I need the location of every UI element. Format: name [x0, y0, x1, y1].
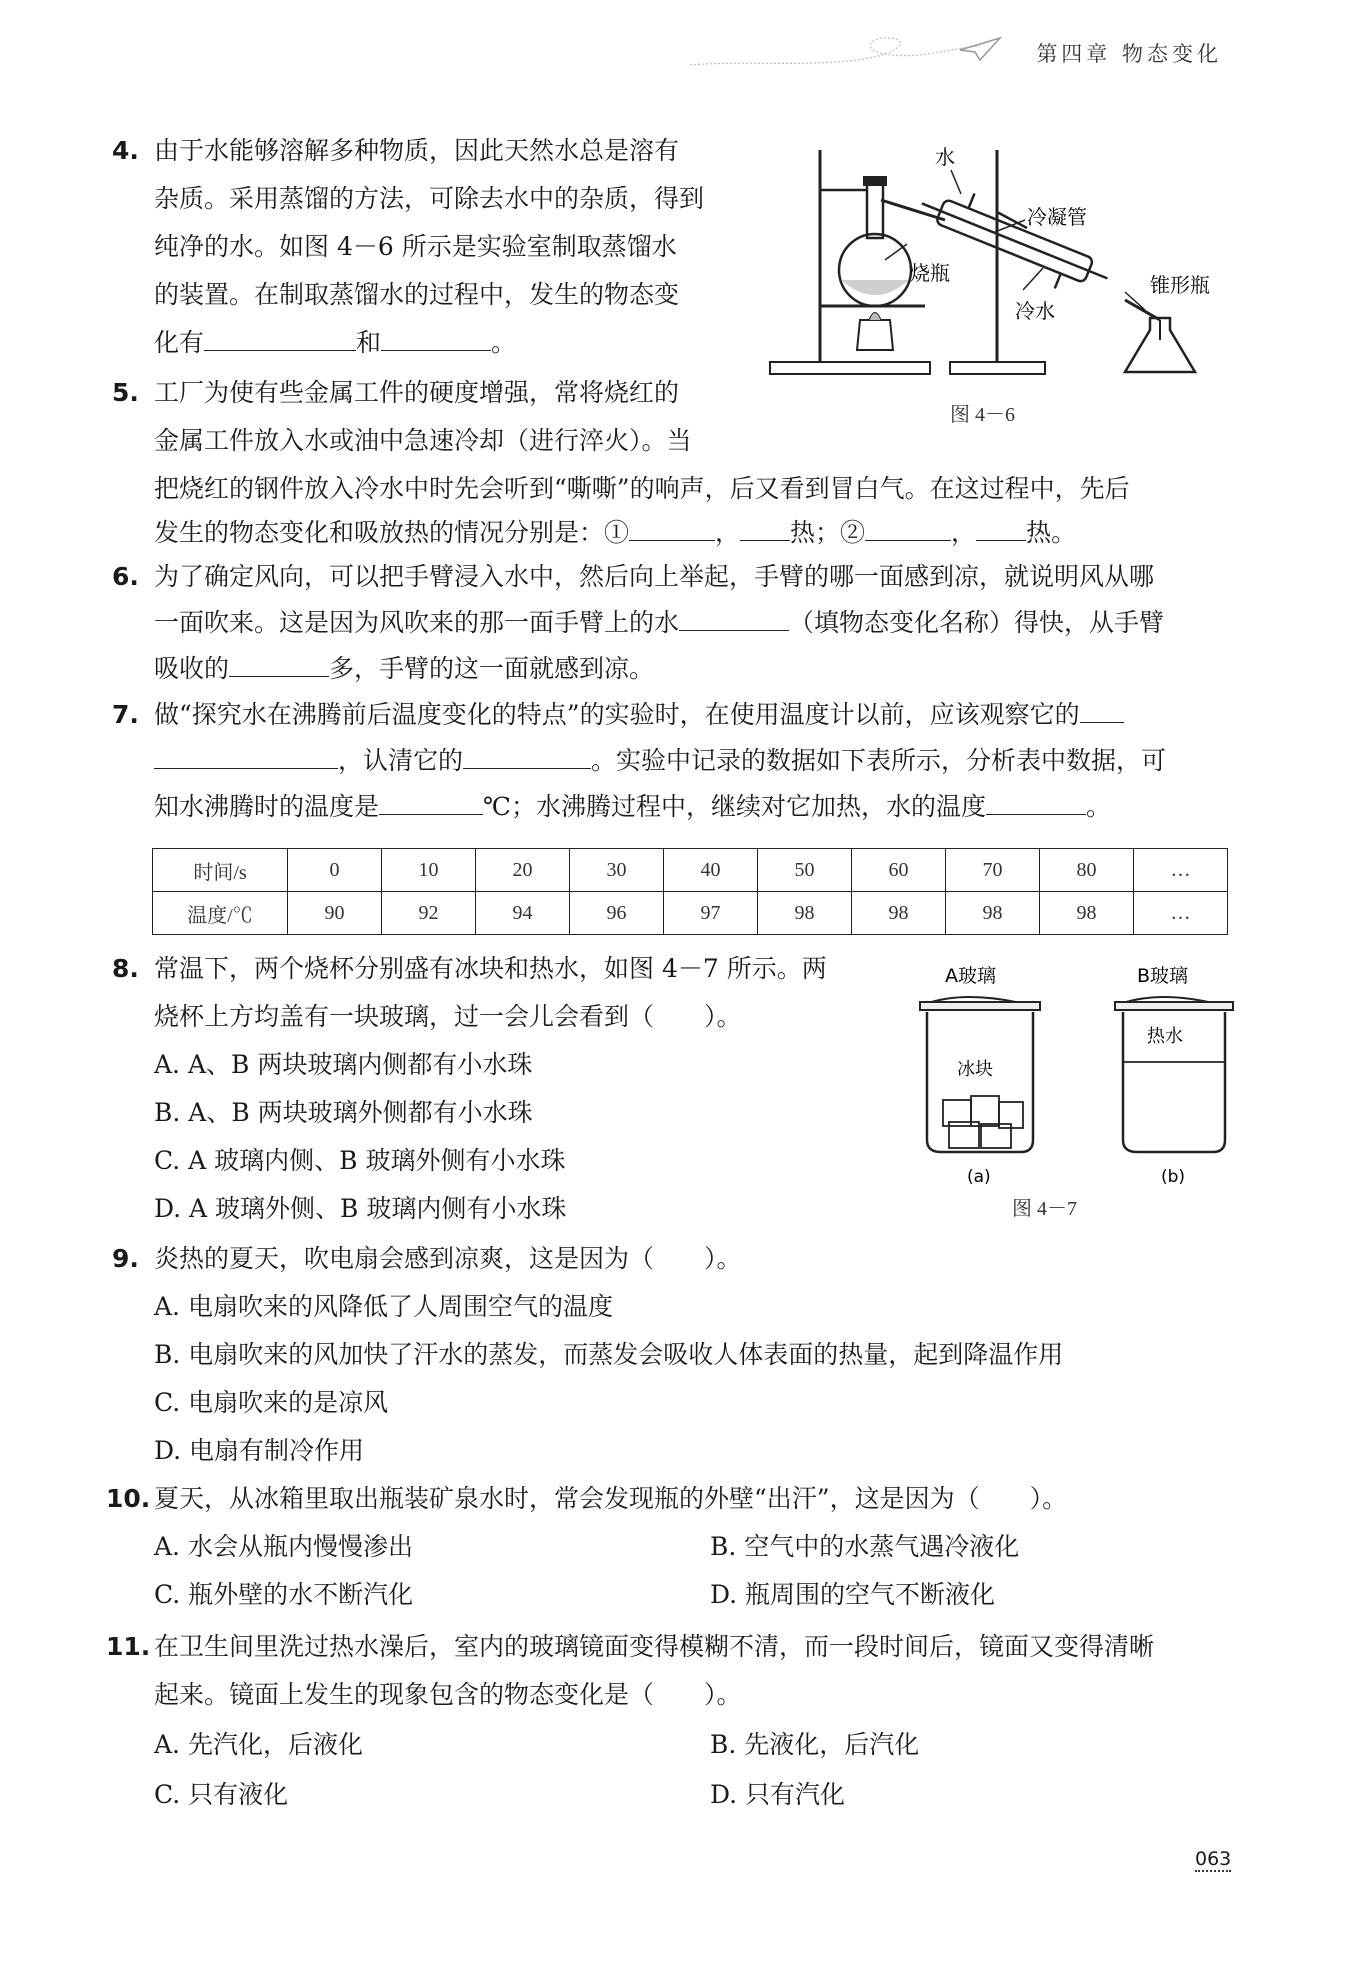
q11-line2: 起来。镜面上发生的现象包含的物态变化是（ ）。 [154, 1680, 742, 1709]
table-cell: 60 [852, 849, 946, 892]
table-cell: 92 [382, 892, 476, 935]
table-cell: … [1134, 892, 1228, 935]
q4-line4: 的装置。在制取蒸馏水的过程中，发生的物态变 [154, 280, 680, 309]
table-cell: 30 [570, 849, 664, 892]
paper-plane-icon [960, 38, 1000, 60]
table-cell: 0 [288, 849, 382, 892]
q6-line1: 6. 为了确定风向，可以把手臂浸入水中，然后向上举起，手臂的哪一面感到凉，就说明风从哪 [112, 554, 1154, 600]
q6-blank-2[interactable] [229, 650, 329, 677]
q4-blank-2[interactable] [381, 324, 491, 351]
q10-number: 10. [106, 1484, 151, 1513]
q10-option-b[interactable]: B. 空气中的水蒸气遇冷液化 [710, 1532, 1020, 1561]
q11-line1: 11. 在卫生间里洗过热水澡后，室内的玻璃镜面变得模糊不清，而一段时间后，镜面又变得清晰 [106, 1624, 1154, 1670]
q9-option-d[interactable]: D. 电扇有制冷作用 [154, 1436, 365, 1465]
q7-blank-2[interactable] [463, 742, 591, 769]
label-cold-water: 冷水 [1015, 299, 1055, 323]
q10-option-c[interactable]: C. 瓶外壁的水不断汽化 [154, 1580, 414, 1609]
table-cell: 20 [476, 849, 570, 892]
q5-line3: 把烧红的钢件放入冷水中时先会听到“嘶嘶”的响声，后又看到冒白气。在这过程中，先后 [154, 474, 1130, 503]
q9-option-a[interactable]: A. 电扇吹来的风降低了人周围空气的温度 [154, 1292, 613, 1321]
table-header-temperature: 温度/℃ [153, 892, 288, 935]
table-cell: 98 [758, 892, 852, 935]
q10-line1: 10. 夏天，从冰箱里取出瓶装矿泉水时，常会发现瓶的外壁“出汗”，这是因为（ ）。 [106, 1476, 1067, 1522]
q5-line4: 发生的物态变化和吸放热的情况分别是：① ， 热；② ， 热。 [154, 510, 1076, 556]
label-sub-b: (b) [1161, 1167, 1186, 1187]
q6-blank-1[interactable] [679, 604, 789, 631]
q8-option-d[interactable]: D. A 玻璃外侧、B 玻璃内侧有小水珠 [154, 1194, 567, 1223]
q9-option-c[interactable]: C. 电扇吹来的是凉风 [154, 1388, 389, 1417]
q11-option-b[interactable]: B. 先液化，后汽化 [710, 1730, 920, 1759]
q7-blank-4[interactable] [986, 788, 1086, 815]
q11-option-d[interactable]: D. 只有汽化 [710, 1780, 846, 1809]
q5-number: 5. [112, 378, 139, 407]
table-cell: … [1134, 849, 1228, 892]
label-glass-b: B玻璃 [1137, 965, 1189, 987]
label-flask: 烧瓶 [910, 261, 950, 285]
q8-line2: 烧杯上方均盖有一块玻璃，过一会儿会看到（ ）。 [154, 1002, 742, 1031]
q5-blank-3[interactable] [865, 514, 951, 541]
distillation-apparatus-figure [765, 140, 1235, 380]
q6-number: 6. [112, 562, 139, 591]
table-cell: 98 [946, 892, 1040, 935]
table-cell: 50 [758, 849, 852, 892]
label-glass-a: A玻璃 [945, 965, 996, 987]
table-cell: 96 [570, 892, 664, 935]
figure-4-6-caption: 图 4－6 [950, 404, 1015, 426]
label-conical-flask: 锥形瓶 [1150, 273, 1210, 297]
q8-option-c[interactable]: C. A 玻璃内侧、B 玻璃外侧有小水珠 [154, 1146, 566, 1175]
q10-option-a[interactable]: A. 水会从瓶内慢慢渗出 [154, 1532, 413, 1561]
figure-4-7-caption: 图 4－7 [1012, 1198, 1077, 1220]
table-cell: 98 [852, 892, 946, 935]
glass-plate-b [1115, 1002, 1233, 1010]
q4-line1: 4. 由于水能够溶解多种物质，因此天然水总是溶有 [112, 128, 679, 174]
q8-option-a[interactable]: A. A、B 两块玻璃内侧都有小水珠 [154, 1050, 533, 1079]
q6-line2: 一面吹来。这是因为风吹来的那一面手臂上的水 （填物态变化名称）得快，从手臂 [154, 600, 1164, 646]
q4-line2: 杂质。采用蒸馏的方法，可除去水中的杂质，得到 [154, 184, 705, 213]
q7-blank-1b[interactable] [154, 742, 338, 769]
beaker-a [927, 1012, 1033, 1152]
table-cell: 10 [382, 849, 476, 892]
q5-blank-4[interactable] [976, 514, 1026, 541]
header-decoration [690, 20, 1040, 80]
table-row-time [153, 849, 1228, 892]
label-condenser: 冷凝管 [1027, 205, 1087, 229]
q5-line2: 金属工件放入水或油中急速冷却（进行淬火）。当 [154, 426, 692, 455]
beakers-figure [905, 960, 1235, 1190]
table-row-temperature [153, 892, 1228, 935]
label-sub-a: (a) [967, 1167, 991, 1187]
q6-line3: 吸收的 多，手臂的这一面就感到凉。 [154, 646, 654, 692]
q4-number: 4. [112, 136, 139, 165]
q11-number: 11. [106, 1632, 151, 1661]
q7-line3: 知水沸腾时的温度是 ℃；水沸腾过程中，继续对它加热，水的温度 。 [154, 784, 1111, 830]
q11-option-a[interactable]: A. 先汽化，后液化 [154, 1730, 363, 1759]
table-cell: 40 [664, 849, 758, 892]
q5-blank-2[interactable] [740, 514, 790, 541]
table-cell: 94 [476, 892, 570, 935]
chapter-header: 第四章 物态变化 [1036, 42, 1222, 66]
q7-line2: ，认清它的 。实验中记录的数据如下表所示，分析表中数据，可 [154, 738, 1166, 784]
q8-number: 8. [112, 954, 139, 983]
q5-blank-1[interactable] [629, 514, 715, 541]
q7-line1: 7. 做“探究水在沸腾前后温度变化的特点”的实验时，在使用温度计以前，应该观察它的 [112, 692, 1124, 738]
ice-cubes [943, 1096, 1023, 1148]
table-cell: 70 [946, 849, 1040, 892]
q10-option-d[interactable]: D. 瓶周围的空气不断液化 [710, 1580, 996, 1609]
q7-blank-3[interactable] [379, 788, 483, 815]
label-ice: 冰块 [957, 1059, 993, 1080]
q7-blank-1a[interactable] [1080, 696, 1124, 723]
label-water: 水 [935, 145, 955, 169]
q9-number: 9. [112, 1244, 139, 1273]
glass-plate-a [920, 1002, 1040, 1010]
q7-number: 7. [112, 700, 139, 729]
page-number: 063 [1195, 1848, 1232, 1870]
table-header-time: 时间/s [153, 849, 288, 892]
boiling-data-table [152, 848, 1228, 935]
q5-line1: 5. 工厂为使有些金属工件的硬度增强，常将烧红的 [112, 370, 679, 416]
q4-line5: 化有 和 。 [154, 320, 516, 366]
flask-shape [839, 234, 911, 306]
label-hot-water: 热水 [1147, 1026, 1183, 1047]
q9-option-b[interactable]: B. 电扇吹来的风加快了汗水的蒸发，而蒸发会吸收人体表面的热量，起到降温作用 [154, 1340, 1064, 1369]
q8-option-b[interactable]: B. A、B 两块玻璃外侧都有小水珠 [154, 1098, 533, 1127]
q4-blank-1[interactable] [204, 324, 356, 351]
table-cell: 97 [664, 892, 758, 935]
stand-base-right [950, 362, 1045, 374]
q11-option-c[interactable]: C. 只有液化 [154, 1780, 289, 1809]
q9-line1: 9. 炎热的夏天，吹电扇会感到凉爽，这是因为（ ）。 [112, 1236, 742, 1282]
q4-line3: 纯净的水。如图 4－6 所示是实验室制取蒸馏水 [154, 232, 677, 261]
q8-line1: 8. 常温下，两个烧杯分别盛有冰块和热水，如图 4－7 所示。两 [112, 946, 827, 992]
table-cell: 98 [1040, 892, 1134, 935]
table-cell: 90 [288, 892, 382, 935]
table-cell: 80 [1040, 849, 1134, 892]
stand-base-left [770, 362, 930, 374]
